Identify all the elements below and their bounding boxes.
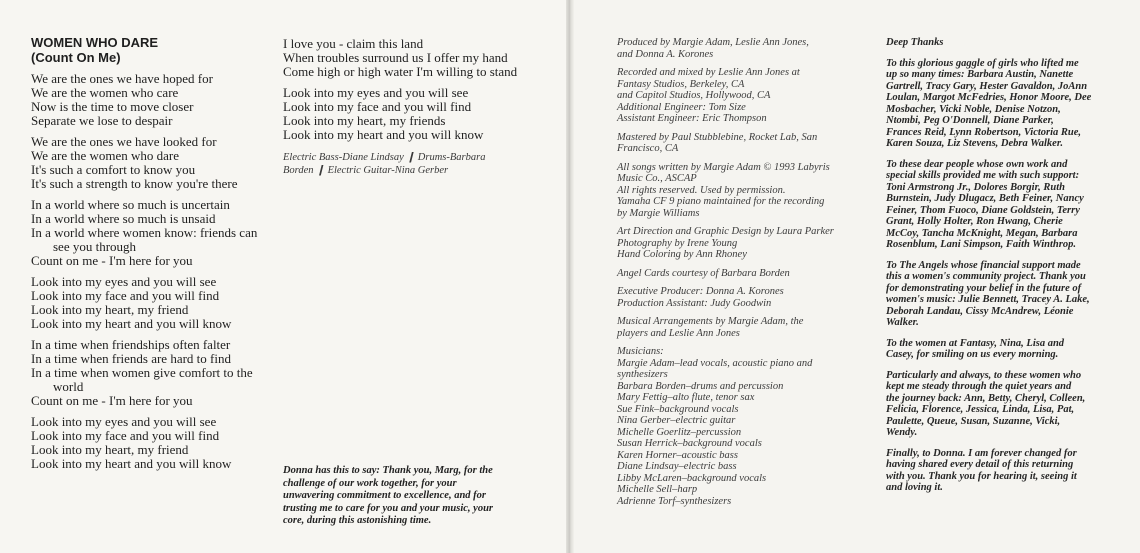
lyric-line: In a time when friends are hard to find bbox=[31, 351, 231, 366]
lyric-line: Look into my face and you will find bbox=[283, 99, 472, 114]
credit-paragraph-line: Susan Herrick–background vocals bbox=[617, 438, 762, 449]
credit-paragraph-line: Recorded and mixed by Leslie Ann Jones at bbox=[617, 67, 800, 78]
thanks-paragraph-line: Frances Reid, Lynn Robertson, Victoria Rue, bbox=[886, 126, 1082, 138]
lyric-line: In a world where so much is uncertain bbox=[31, 197, 230, 212]
instrument-credit bbox=[283, 151, 558, 177]
donna-note-line: core, during this astonishing time. bbox=[283, 515, 432, 526]
thanks-paragraph-line: having shared every detail of this returning bbox=[886, 459, 1074, 470]
credit-paragraph-line: All rights reserved. Used by permission. bbox=[617, 184, 786, 196]
lyric-line: Look into my eyes and you will see bbox=[31, 274, 217, 289]
lyric-line: Look into my heart, my friend bbox=[31, 302, 189, 317]
credit-paragraph bbox=[617, 226, 862, 261]
thanks-paragraph-line: Gartrell, Tracy Gary, Hester Gavaldon, JoAnn bbox=[886, 80, 1088, 92]
credit-paragraph-line: Produced by Margie Adam, Leslie Ann Jones, bbox=[617, 37, 809, 48]
thanks-paragraph-line: Mosbacher, Vicki Noble, Denise Notzon, bbox=[886, 103, 1061, 115]
credit-paragraph-line: Assistant Engineer: Eric Thompson bbox=[617, 113, 767, 124]
thanks-paragraph-line: Grant, Holly Holter, Ron Hwang, Cherie bbox=[886, 216, 1063, 227]
credit-paragraph-line: synthesizers bbox=[617, 369, 668, 380]
credit-paragraph-line: Mastered by Paul Stubblebine, Rocket Lab, San bbox=[617, 131, 818, 143]
credit-paragraph bbox=[617, 286, 862, 309]
thanks-paragraph-line: Burnstein, Judy Dlugacz, Beth Feiner, Nancy bbox=[886, 193, 1084, 204]
lyric-line: Look into my eyes and you will see bbox=[31, 414, 217, 429]
credit-paragraph-line: Sue Fink–background vocals bbox=[617, 403, 739, 415]
lyric-line: It's such a comfort to know you bbox=[31, 162, 196, 177]
thanks-paragraph-line: Deborah Landau, Cissy McAndrew, Léonie bbox=[886, 305, 1074, 317]
credit-paragraph-line: Photography by Irene Young bbox=[617, 237, 738, 249]
credit-paragraph bbox=[617, 268, 862, 280]
thanks-paragraph-line: Deep Thanks bbox=[886, 37, 944, 48]
thanks-column bbox=[886, 37, 1131, 503]
lyric-line: In a world where women know: friends can bbox=[31, 225, 258, 240]
lyric-line: Look into my heart, my friends bbox=[283, 113, 446, 128]
credit-paragraph-line: Yamaha CF 9 piano maintained for the recording bbox=[617, 196, 825, 207]
donna-note-line: unwavering commitment to excellence, and for bbox=[283, 490, 486, 501]
thanks-paragraph-line: Paulette, Queue, Susan, Suzanne, Vicki, bbox=[886, 415, 1061, 427]
thanks-paragraph-line: Wendy. bbox=[886, 427, 918, 438]
left-stanzas bbox=[31, 72, 281, 471]
thanks-paragraph bbox=[886, 338, 1131, 361]
credit-paragraph bbox=[617, 346, 862, 507]
left-stanza bbox=[31, 72, 281, 128]
credit-paragraph-line: Additional Engineer: Tom Size bbox=[617, 101, 746, 113]
left-stanza bbox=[31, 338, 281, 408]
lyric-line: In a time when women give comfort to the bbox=[31, 365, 253, 380]
donna-note-line: trusting me to care for you and your music, your bbox=[283, 502, 494, 514]
lyric-line: In a world where so much is unsaid bbox=[31, 211, 216, 226]
lyric-line: Count on me - I'm here for you bbox=[31, 393, 193, 408]
lyric-line: Look into my heart, my friend bbox=[31, 442, 189, 457]
credit-paragraph-line: and Capitol Studios, Hollywood, CA bbox=[617, 90, 771, 101]
donna-note-line: challenge of our work together, for your bbox=[283, 477, 457, 489]
credit-paragraph bbox=[617, 132, 862, 155]
production-credits bbox=[617, 37, 862, 514]
thanks-paragraph-line: Particularly and always, to these women who bbox=[886, 369, 1082, 381]
lyric-line: I love you - claim this land bbox=[283, 36, 424, 51]
lyric-line: world bbox=[53, 379, 84, 394]
donna-note-line: Donna has this to say: Thank you, Marg, for the bbox=[283, 465, 493, 476]
thanks-paragraph-line: Finally, to Donna. I am forever changed for bbox=[886, 447, 1077, 459]
thanks-paragraph-line: Casey, for smiling on us every morning. bbox=[886, 349, 1059, 360]
thanks-paragraph-line: this a women's community project. Thank you bbox=[886, 271, 1086, 282]
instrument-credit-line: Electric Bass-Diane Lindsay ❙ Drums-Barbara bbox=[283, 152, 486, 163]
thanks-paragraph-line: women's music: Julie Bennett, Tracey A. Lake, bbox=[886, 294, 1090, 305]
thanks-paragraph-line: kept me steady through the quiet years and bbox=[886, 381, 1072, 392]
thanks-paragraph-line: To this glorious gaggle of girls who lifted me bbox=[886, 57, 1079, 69]
credit-paragraph bbox=[617, 37, 862, 60]
credit-paragraph-line: Production Assistant: Judy Goodwin bbox=[617, 297, 772, 309]
lyric-line: Now is the time to move closer bbox=[31, 99, 194, 114]
thanks-paragraph-line: special skills provided me with such support: bbox=[886, 170, 1080, 181]
thanks-paragraph-line: and loving it. bbox=[886, 482, 943, 493]
left-stanza bbox=[31, 275, 281, 331]
lyric-line: Look into my heart and you will know bbox=[31, 316, 232, 331]
song-title: WOMEN WHO DARE bbox=[31, 35, 159, 50]
credit-paragraph bbox=[617, 316, 862, 339]
credit-paragraph-line: Musicians: bbox=[617, 346, 664, 357]
thanks-paragraph-line: Walker. bbox=[886, 317, 919, 328]
booklet-fold bbox=[566, 0, 574, 553]
thanks-paragraph-line: Karen Souza, Liz Stevens, Debra Walker. bbox=[886, 138, 1063, 149]
lyric-line: Separate we lose to despair bbox=[31, 113, 173, 128]
lyric-line: Look into my face and you will find bbox=[31, 288, 220, 303]
right-stanza bbox=[283, 37, 558, 79]
credit-paragraph-line: Margie Adam–lead vocals, acoustic piano and bbox=[617, 357, 813, 369]
credit-paragraph-line: Hand Coloring by Ann Rhoney bbox=[617, 249, 747, 260]
lyric-line: In a time when friendships often falter bbox=[31, 337, 231, 352]
thanks-paragraph-line: Feiner, Thom Fuoco, Diane Goldstein, Terry bbox=[886, 204, 1080, 216]
left-stanza bbox=[31, 415, 281, 471]
left-stanza bbox=[31, 198, 281, 268]
donna-note bbox=[283, 465, 548, 528]
left-stanza bbox=[31, 135, 281, 191]
lyric-line: see you through bbox=[53, 239, 137, 254]
credit-paragraph-line: Francisco, CA bbox=[617, 143, 679, 154]
lyric-line: Look into my face and you will find bbox=[31, 428, 220, 443]
credit-paragraph bbox=[617, 162, 862, 220]
credit-paragraph-line: Art Direction and Graphic Design by Laura Parker bbox=[617, 226, 834, 237]
song-subtitle: (Count On Me) bbox=[31, 50, 121, 65]
credit-paragraph-line: Music Co., ASCAP bbox=[617, 173, 697, 184]
lyric-line: When troubles surround us I offer my hand bbox=[283, 50, 508, 65]
lyrics-column-left bbox=[31, 35, 281, 478]
credit-paragraph-line: Executive Producer: Donna A. Korones bbox=[617, 286, 784, 297]
thanks-paragraph bbox=[886, 58, 1131, 150]
lyric-line: Look into my eyes and you will see bbox=[283, 85, 469, 100]
lyric-line: We are the ones we have hoped for bbox=[31, 71, 213, 86]
credit-paragraph-line: and Donna A. Korones bbox=[617, 48, 714, 60]
credit-paragraph-line: Adrienne Torf–synthesizers bbox=[617, 495, 732, 507]
thanks-paragraph-line: Rosenblum, Lani Simpson, Faith Winthrop. bbox=[886, 239, 1076, 250]
thanks-paragraph bbox=[886, 370, 1131, 439]
thanks-paragraph-line: To the women at Fantasy, Nina, Lisa and bbox=[886, 337, 1065, 349]
credit-paragraph-line: Mary Fettig–alto flute, tenor sax bbox=[617, 392, 755, 403]
credit-paragraph-line: Angel Cards courtesy of Barbara Borden bbox=[617, 267, 790, 279]
lyric-line: Count on me - I'm here for you bbox=[31, 253, 193, 268]
credit-paragraph-line: players and Leslie Ann Jones bbox=[617, 327, 740, 339]
lyric-line: We are the women who care bbox=[31, 85, 179, 100]
instrument-credit-line: Borden ❙ Electric Guitar-Nina Gerber bbox=[283, 165, 449, 176]
right-stanza bbox=[283, 86, 558, 142]
thanks-paragraph-line: Felicia, Florence, Jessica, Linda, Lisa, Pat, bbox=[886, 404, 1075, 415]
thanks-paragraph-line: To these dear people whose own work and bbox=[886, 158, 1068, 170]
credit-paragraph-line: All songs written by Margie Adam © 1993 Labyris bbox=[617, 161, 830, 173]
thanks-paragraph bbox=[886, 448, 1131, 494]
lyric-line: We are the women who dare bbox=[31, 148, 180, 163]
thanks-paragraph-line: the journey back: Ann, Betty, Cheryl, Colleen, bbox=[886, 392, 1086, 404]
credit-paragraph-line: Diane Lindsay–electric bass bbox=[617, 461, 737, 472]
lyric-line: Look into my heart and you will know bbox=[283, 127, 484, 142]
credit-paragraph-line: by Margie Williams bbox=[617, 207, 700, 219]
credit-paragraph-line: Nina Gerber–electric guitar bbox=[617, 415, 736, 426]
thanks-paragraph bbox=[886, 159, 1131, 251]
credit-paragraph-line: Barbara Borden–drums and percussion bbox=[617, 380, 784, 392]
thanks-paragraph bbox=[886, 37, 1131, 49]
thanks-paragraph-line: McCoy, Tancha McKnight, Megan, Barbara bbox=[886, 227, 1078, 239]
thanks-paragraph-line: Ntombi, Peg O'Donnell, Diane Parker, bbox=[886, 115, 1054, 126]
credit-paragraph bbox=[617, 67, 862, 125]
thanks-paragraph-line: Toni Armstrong Jr., Dolores Borgir, Ruth bbox=[886, 181, 1065, 193]
thanks-paragraph-line: Loulan, Margot McFedries, Honor Moore, Dee bbox=[886, 92, 1092, 103]
thanks-paragraph bbox=[886, 260, 1131, 329]
credit-paragraph-line: Michelle Goerlitz–percussion bbox=[617, 426, 742, 438]
lyrics-column-right bbox=[283, 37, 558, 177]
thanks-paragraph-line: with you. Thank you for hearing it, seeing it bbox=[886, 470, 1077, 482]
lyric-line: Look into my heart and you will know bbox=[31, 456, 232, 471]
credit-paragraph-line: Musical Arrangements by Margie Adam, the bbox=[617, 316, 804, 327]
thanks-paragraph-line: To The Angels whose financial support made bbox=[886, 259, 1081, 271]
credit-paragraph-line: Fantasy Studios, Berkeley, CA bbox=[617, 78, 745, 90]
right-stanzas bbox=[283, 37, 558, 142]
lyric-line: It's such a strength to know you're there bbox=[31, 176, 238, 191]
lyric-line: We are the ones we have looked for bbox=[31, 134, 217, 149]
credit-paragraph-line: Michelle Sell–harp bbox=[617, 484, 698, 495]
credit-paragraph-line: Karen Horner–acoustic bass bbox=[617, 449, 738, 461]
lyric-line: Come high or high water I'm willing to stand bbox=[283, 64, 518, 79]
thanks-paragraph-line: up so many times: Barbara Austin, Nanette bbox=[886, 69, 1074, 80]
thanks-paragraph-line: for demonstrating your belief in the future of bbox=[886, 282, 1082, 294]
credit-paragraph-line: Libby McLaren–background vocals bbox=[617, 472, 767, 484]
